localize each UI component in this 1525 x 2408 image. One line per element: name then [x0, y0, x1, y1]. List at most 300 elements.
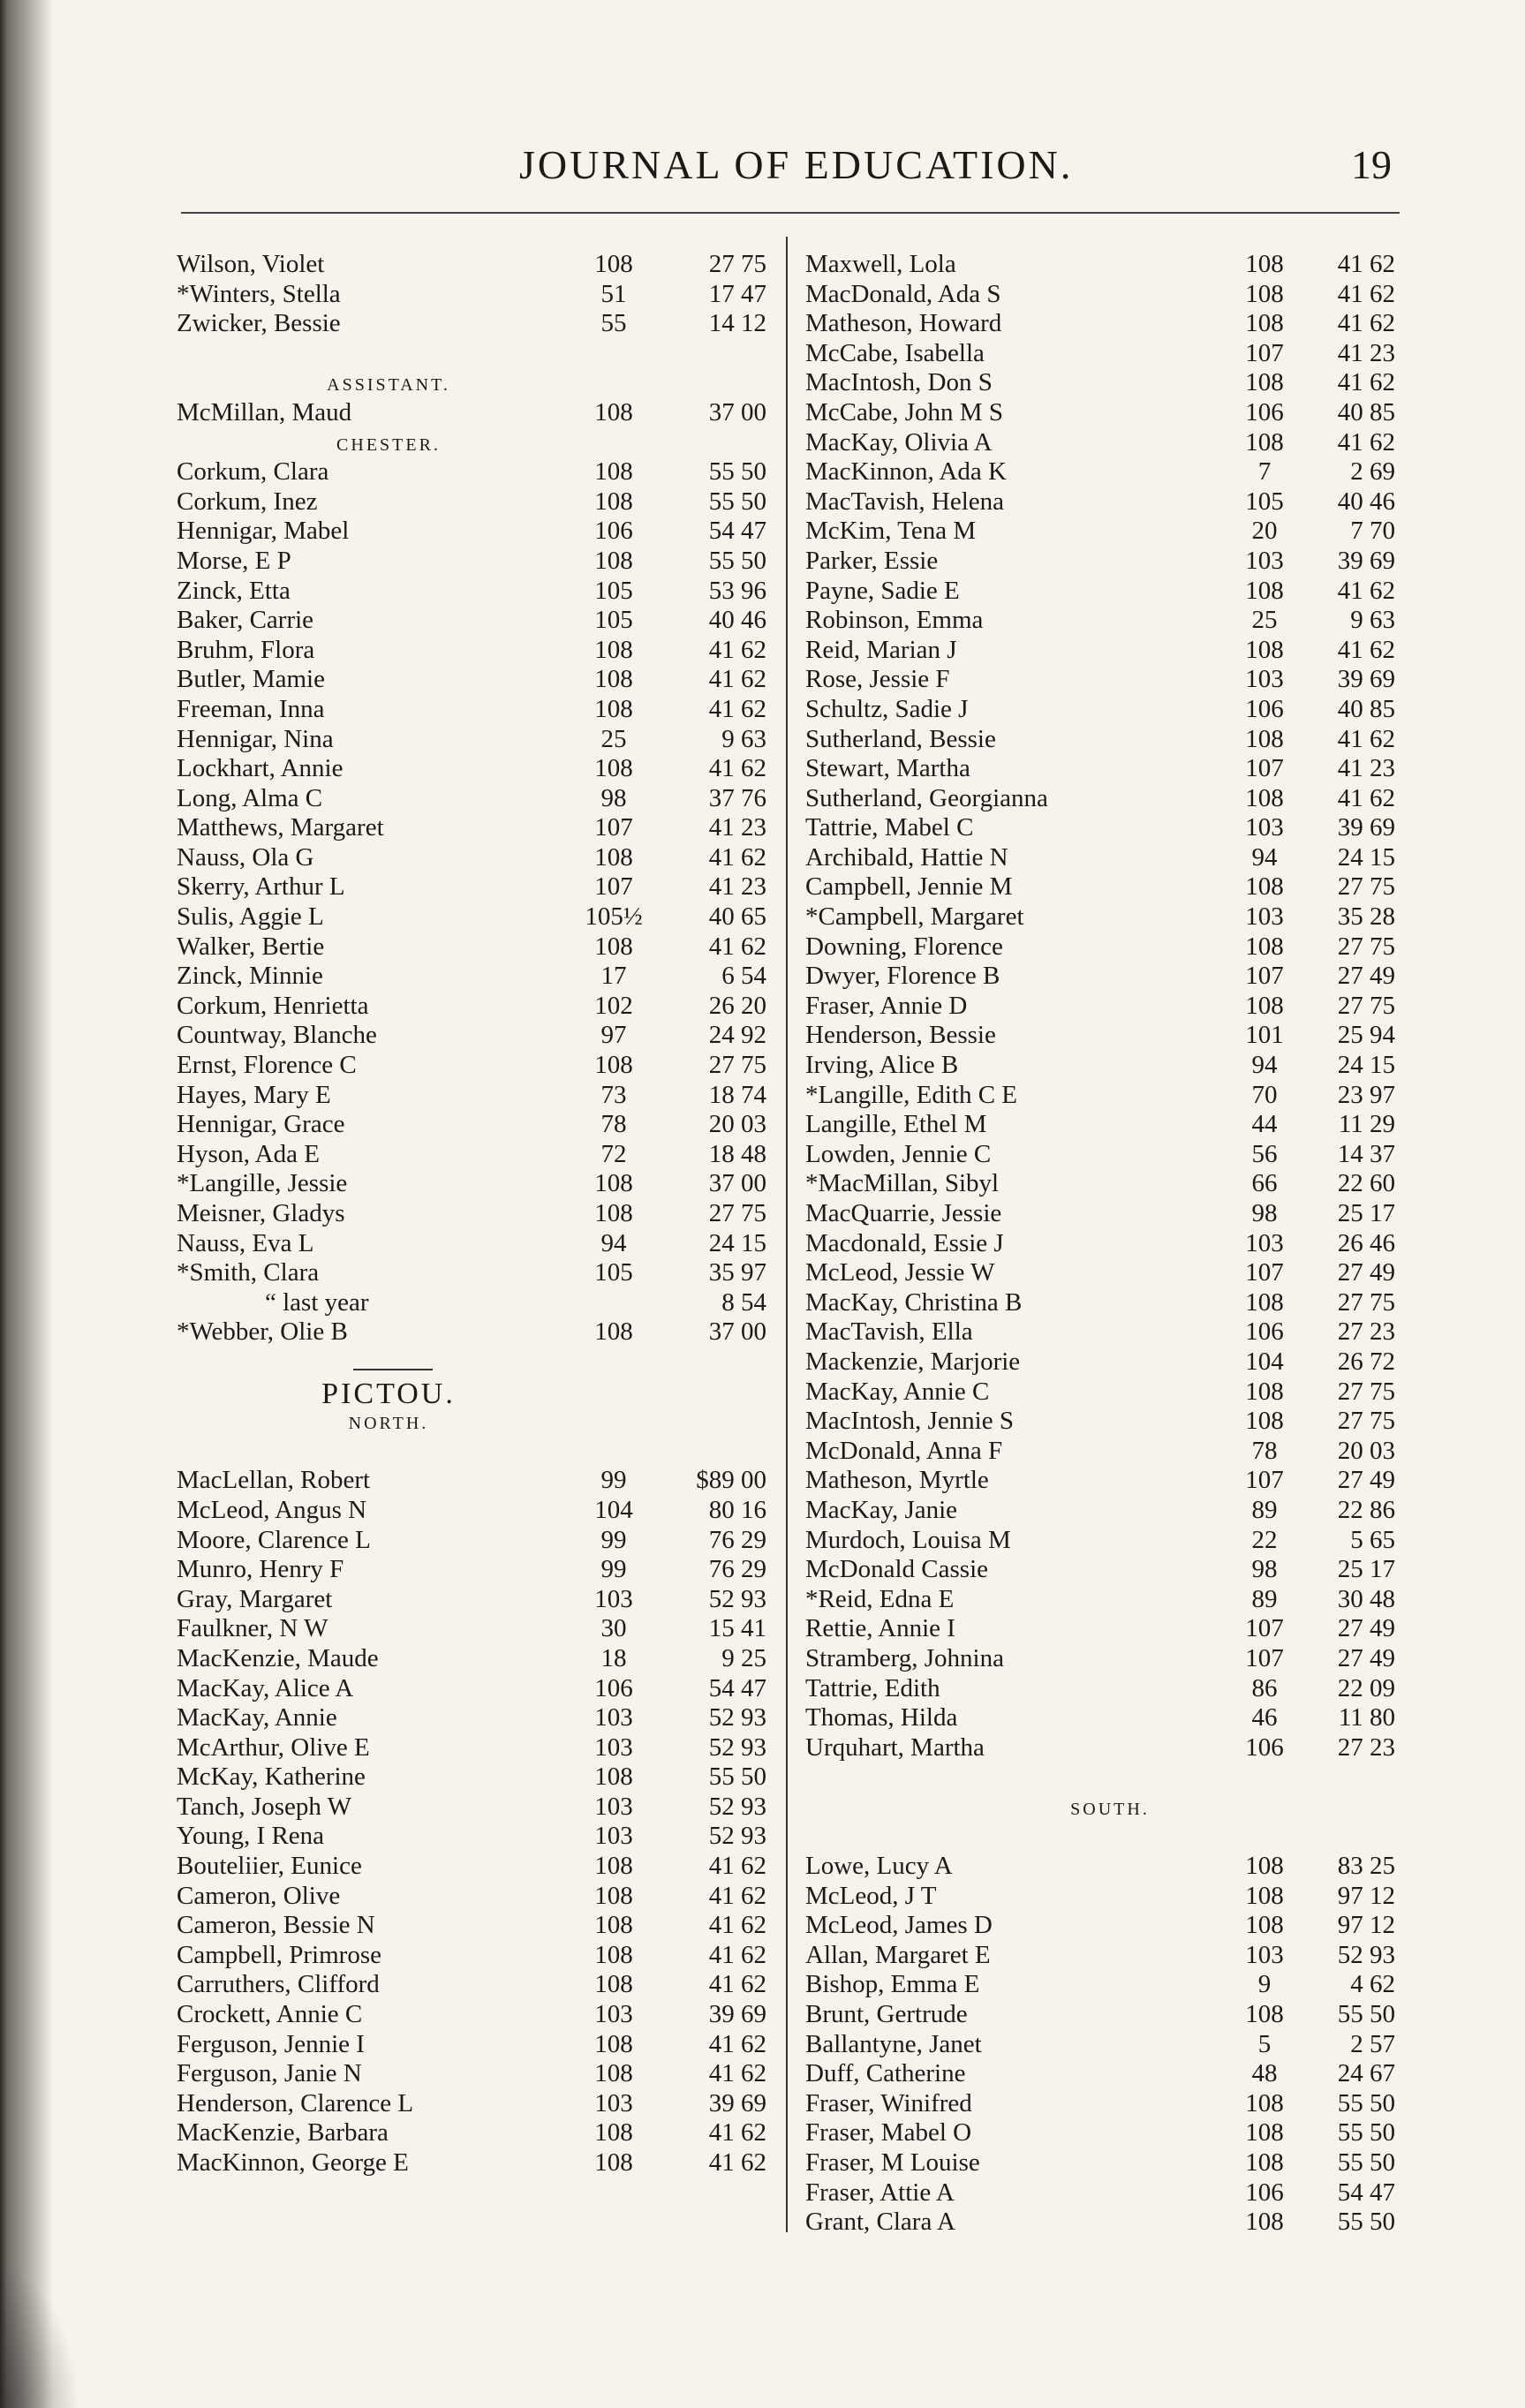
days-taught: 44	[1251, 1110, 1278, 1139]
grant-amount: 27 49	[1337, 1614, 1395, 1643]
teacher-name: MacKay, Christina B	[805, 1287, 1023, 1317]
teacher-name: McLeod, J T	[805, 1881, 937, 1910]
teacher-name: Fraser, Attie A	[805, 2178, 955, 2207]
grant-amount: 39 69	[1337, 665, 1395, 694]
grant-amount: 20 03	[708, 1110, 766, 1139]
list-item	[805, 1614, 1415, 1644]
grant-amount: 39 69	[1337, 546, 1395, 575]
days-taught: 18	[600, 1643, 627, 1672]
grant-amount: 39 69	[708, 2088, 766, 2117]
list-item	[177, 1763, 777, 1793]
teacher-name: Munro, Henry F	[177, 1555, 344, 1584]
list-item	[177, 1169, 777, 1199]
teacher-name: Nauss, Eva L	[177, 1228, 314, 1257]
list-item	[177, 2000, 777, 2030]
grant-amount: 5 65	[1350, 1525, 1395, 1554]
list-item	[177, 1466, 777, 1496]
spacer	[805, 1763, 1415, 1793]
teacher-name: Fraser, Mabel O	[805, 2118, 972, 2148]
days-taught: 9	[1257, 1970, 1272, 1999]
teacher-name: MacQuarrie, Jessie	[805, 1199, 1002, 1227]
days-taught: 17	[600, 962, 627, 991]
list-item	[805, 428, 1415, 458]
teacher-name: Hayes, Mary E	[177, 1080, 331, 1109]
county-heading	[177, 1378, 777, 1408]
days-taught: 108	[1245, 783, 1284, 812]
list-item	[805, 813, 1415, 843]
list-item	[805, 1378, 1415, 1408]
days-taught: 108	[594, 665, 633, 694]
days-taught: 108	[1245, 279, 1284, 308]
teacher-name: Murdoch, Louisa M	[805, 1525, 1011, 1554]
grant-amount: 41 23	[708, 813, 766, 842]
list-item	[177, 813, 777, 843]
days-taught: 105	[594, 1258, 633, 1287]
list-item	[805, 843, 1415, 873]
teacher-name: MacLellan, Robert	[177, 1466, 371, 1495]
list-item	[805, 2059, 1415, 2089]
days-taught: 22	[1251, 1525, 1278, 1554]
days-taught: 106	[1245, 1317, 1284, 1347]
list-item	[177, 725, 777, 755]
teacher-name: Bruhm, Flora	[177, 635, 315, 664]
days-taught: 103	[594, 1732, 633, 1762]
grant-amount: 80 16	[708, 1495, 766, 1524]
teacher-name: Sutherland, Bessie	[805, 724, 996, 753]
list-item	[177, 1051, 777, 1081]
teacher-name: Ferguson, Janie N	[177, 2059, 362, 2088]
list-item	[805, 1081, 1415, 1111]
list-item	[805, 250, 1415, 280]
days-taught: 86	[1251, 1673, 1278, 1702]
scan-edge-shadow	[0, 0, 53, 2408]
days-taught: 25	[600, 724, 627, 753]
days-taught: 108	[1245, 2118, 1284, 2148]
list-item	[177, 1258, 777, 1288]
days-taught: 89	[1251, 1584, 1278, 1613]
list-item	[805, 1110, 1415, 1140]
grant-amount: 37 00	[708, 1317, 766, 1347]
spacer	[177, 1437, 777, 1467]
days-taught: 108	[594, 1199, 633, 1227]
days-taught: 99	[600, 1525, 627, 1554]
spacer	[805, 1822, 1415, 1852]
days-taught: 108	[1245, 250, 1284, 278]
grant-amount: 24 15	[1337, 842, 1395, 872]
teacher-name: Bishop, Emma E	[805, 1970, 980, 1999]
list-item	[805, 2178, 1415, 2208]
teacher-name: Matheson, Howard	[805, 309, 1002, 338]
grant-amount: 27 75	[1337, 1287, 1395, 1317]
list-item	[177, 487, 777, 517]
days-taught: 108	[1245, 724, 1284, 753]
days-taught: 72	[600, 1139, 627, 1168]
list-item	[177, 843, 777, 873]
teacher-name: Lowden, Jennie C	[805, 1139, 992, 1168]
list-item	[177, 1585, 777, 1615]
days-taught: 107	[1245, 1643, 1284, 1672]
list-item	[805, 1288, 1415, 1318]
days-taught: 108	[594, 1940, 633, 1969]
list-item	[177, 2118, 777, 2148]
days-taught: 108	[594, 2118, 633, 2148]
grant-amount: 55 50	[708, 1763, 766, 1792]
days-taught: 103	[594, 2088, 633, 2117]
list-item	[177, 1703, 777, 1733]
teacher-name: Wilson, Violet	[177, 250, 325, 278]
list-item	[805, 577, 1415, 607]
teacher-name: “ last year	[265, 1287, 369, 1317]
grant-amount: 52 93	[708, 1822, 766, 1851]
grant-amount: 41 62	[1337, 309, 1395, 338]
grant-amount: $89 00	[696, 1466, 766, 1495]
days-taught: 103	[594, 1792, 633, 1821]
list-item	[177, 665, 777, 695]
teacher-name: Corkum, Clara	[177, 457, 329, 487]
list-item	[177, 1496, 777, 1526]
days-taught: 105½	[585, 902, 643, 932]
teacher-name: Ferguson, Jennie I	[177, 2029, 365, 2058]
teacher-name: Matthews, Margaret	[177, 813, 384, 842]
days-taught: 7	[1257, 457, 1272, 487]
list-item	[805, 1021, 1415, 1051]
spacer	[177, 339, 777, 369]
teacher-name: Butler, Mamie	[177, 665, 325, 694]
days-taught: 89	[1251, 1495, 1278, 1524]
list-item	[177, 1644, 777, 1674]
grant-amount: 35 28	[1337, 902, 1395, 932]
teacher-name: Payne, Sadie E	[805, 576, 960, 605]
list-item	[805, 547, 1415, 577]
teacher-name: McLeod, James D	[805, 1911, 993, 1940]
teacher-name: MacKay, Alice A	[177, 1673, 354, 1702]
days-taught: 108	[1245, 1881, 1284, 1910]
days-taught: 107	[594, 872, 633, 902]
teacher-name: Carruthers, Clifford	[177, 1970, 380, 1999]
grant-amount: 24 15	[1337, 1051, 1395, 1080]
list-item	[805, 2030, 1415, 2060]
grant-amount: 41 62	[1337, 576, 1395, 605]
grant-amount: 27 23	[1337, 1732, 1395, 1762]
days-taught: 108	[594, 1169, 633, 1198]
teacher-name: *Langille, Jessie	[177, 1169, 348, 1198]
list-item	[177, 1614, 777, 1644]
teacher-name: MacTavish, Helena	[805, 487, 1005, 516]
days-taught: 51	[600, 279, 627, 308]
days-taught: 108	[1245, 1911, 1284, 1940]
list-item	[177, 872, 777, 902]
days-taught: 103	[594, 1703, 633, 1732]
days-taught: 105	[594, 576, 633, 605]
list-item	[177, 1317, 777, 1347]
teacher-name: Parker, Essie	[805, 546, 939, 575]
teacher-name: McDonald Cassie	[805, 1555, 988, 1584]
list-item	[177, 1110, 777, 1140]
list-item	[177, 547, 777, 577]
list-item	[177, 577, 777, 607]
list-item	[805, 517, 1415, 547]
list-item	[177, 606, 777, 636]
grant-amount: 2 57	[1350, 2029, 1395, 2058]
grant-amount: 97 12	[1337, 1911, 1395, 1940]
days-taught: 108	[594, 2148, 633, 2177]
list-item	[805, 992, 1415, 1022]
days-taught: 56	[1251, 1139, 1278, 1168]
list-item	[805, 962, 1415, 992]
grant-amount: 9 25	[721, 1643, 766, 1672]
teacher-name: Nauss, Ola G	[177, 842, 314, 872]
days-taught: 103	[594, 2000, 633, 2029]
list-item	[805, 280, 1415, 310]
grant-amount: 41 62	[708, 635, 766, 664]
teacher-name: Stewart, Martha	[805, 754, 970, 783]
teacher-name: Campbell, Primrose	[177, 1940, 381, 1969]
teacher-name: Schultz, Sadie J	[805, 694, 969, 723]
grant-amount: 55 50	[1337, 2088, 1395, 2117]
list-item	[805, 725, 1415, 755]
list-item	[177, 902, 777, 932]
grant-amount: 14 12	[708, 309, 766, 338]
list-item	[805, 1941, 1415, 1971]
list-item	[805, 368, 1415, 398]
teacher-name: Lowe, Lucy A	[805, 1852, 953, 1881]
grant-amount: 52 93	[708, 1584, 766, 1613]
grant-amount: 55 50	[1337, 2000, 1395, 2029]
days-taught: 108	[1245, 2088, 1284, 2117]
grant-amount: 41 23	[1337, 338, 1395, 367]
grant-amount: 9 63	[1350, 606, 1395, 635]
grant-amount: 41 62	[708, 2059, 766, 2088]
teacher-name: Faulkner, N W	[177, 1614, 328, 1643]
teacher-name: McDonald, Anna F	[805, 1436, 1003, 1465]
days-taught: 108	[1245, 872, 1284, 902]
grant-amount: 83 25	[1337, 1852, 1395, 1881]
days-taught: 107	[1245, 962, 1284, 991]
days-taught: 101	[1245, 1021, 1284, 1050]
teacher-name: Irving, Alice B	[805, 1051, 959, 1080]
days-taught: 108	[594, 1881, 633, 1910]
days-taught: 97	[600, 1021, 627, 1050]
teacher-name: Tattrie, Edith	[805, 1673, 940, 1702]
days-taught: 103	[1245, 902, 1284, 932]
grant-amount: 37 76	[708, 783, 766, 812]
teacher-name: Fraser, Annie D	[805, 991, 968, 1020]
grant-amount: 27 49	[1337, 1466, 1395, 1495]
teacher-name: McCabe, Isabella	[805, 338, 985, 367]
days-taught: 30	[600, 1614, 627, 1643]
list-item	[805, 2208, 1415, 2238]
grant-amount: 25 94	[1337, 1021, 1395, 1050]
teacher-name: Matheson, Myrtle	[805, 1466, 989, 1495]
left-column	[177, 250, 777, 2178]
teacher-name: Tattrie, Mabel C	[805, 813, 974, 842]
teacher-name: McLeod, Jessie W	[805, 1258, 995, 1287]
days-taught: 104	[594, 1495, 633, 1524]
teacher-name: *Webber, Olie B	[177, 1317, 348, 1347]
teacher-name: MacIntosh, Jennie S	[805, 1407, 1014, 1436]
list-item	[805, 1199, 1415, 1229]
grant-amount: 18 48	[708, 1139, 766, 1168]
teacher-name: Corkum, Inez	[177, 487, 318, 516]
teacher-name: Robinson, Emma	[805, 606, 984, 635]
days-taught: 98	[1251, 1555, 1278, 1584]
list-item	[805, 398, 1415, 428]
days-taught: 108	[594, 842, 633, 872]
list-item	[805, 1526, 1415, 1556]
teacher-name: Zinck, Etta	[177, 576, 291, 605]
days-taught: 108	[594, 2059, 633, 2088]
grant-amount: 24 67	[1337, 2059, 1395, 2088]
teacher-name: Henderson, Bessie	[805, 1021, 996, 1050]
grant-amount: 41 62	[708, 2118, 766, 2148]
scan-corner-shadow	[0, 2267, 79, 2408]
teacher-name: Campbell, Jennie M	[805, 872, 1013, 902]
list-item	[177, 1911, 777, 1941]
list-item	[177, 784, 777, 814]
list-item	[805, 457, 1415, 487]
list-item	[177, 1941, 777, 1971]
teacher-name: Gray, Margaret	[177, 1584, 333, 1613]
days-taught: 106	[1245, 694, 1284, 723]
teacher-name: Hennigar, Mabel	[177, 517, 350, 546]
teacher-name: MacKay, Janie	[805, 1495, 958, 1524]
list-item	[805, 754, 1415, 784]
list-item	[177, 1793, 777, 1823]
days-taught: 48	[1251, 2059, 1278, 2088]
list-item	[805, 1169, 1415, 1199]
teacher-name: Langille, Ethel M	[805, 1110, 987, 1139]
days-taught: 107	[1245, 1258, 1284, 1287]
teacher-name: Sutherland, Georgianna	[805, 783, 1048, 812]
list-item	[805, 1229, 1415, 1259]
list-item	[177, 1229, 777, 1259]
grant-amount: 24 15	[708, 1228, 766, 1257]
days-taught: 46	[1251, 1703, 1278, 1732]
teacher-name: Hennigar, Grace	[177, 1110, 345, 1139]
teacher-name: Macdonald, Essie J	[805, 1228, 1004, 1257]
list-item	[805, 1970, 1415, 2000]
grant-amount: 4 62	[1350, 1970, 1395, 1999]
grant-amount: 27 75	[1337, 991, 1395, 1020]
days-taught: 104	[1245, 1347, 1284, 1376]
grant-amount: 41 62	[708, 842, 766, 872]
days-taught: 108	[594, 1970, 633, 1999]
teacher-name: Reid, Marian J	[805, 635, 957, 664]
teacher-name: Rettie, Annie I	[805, 1614, 955, 1643]
list-item	[177, 1199, 777, 1229]
teacher-name: Fraser, Winifred	[805, 2088, 972, 2117]
days-taught: 105	[594, 606, 633, 635]
list-item	[805, 1258, 1415, 1288]
teacher-name: McKay, Katherine	[177, 1763, 366, 1792]
days-taught: 108	[594, 1763, 633, 1792]
days-taught: 108	[594, 1317, 633, 1347]
grant-amount: 55 50	[1337, 2148, 1395, 2177]
grant-amount: 11 29	[1338, 1110, 1395, 1139]
grant-amount: 26 20	[708, 991, 766, 1020]
grant-amount: 41 62	[1337, 368, 1395, 397]
teacher-name: Long, Alma C	[177, 783, 323, 812]
days-taught: 108	[1245, 635, 1284, 664]
days-taught: 94	[600, 1228, 627, 1257]
list-item	[177, 2030, 777, 2060]
grant-amount: 40 46	[708, 606, 766, 635]
teacher-name: Rose, Jessie F	[805, 665, 950, 694]
grant-amount: 39 69	[708, 2000, 766, 2029]
list-item	[177, 636, 777, 666]
teacher-name: McLeod, Angus N	[177, 1495, 367, 1524]
teacher-name: Grant, Clara A	[805, 2208, 955, 2237]
grant-amount: 55 50	[708, 457, 766, 487]
list-item	[805, 1466, 1415, 1496]
days-taught: 103	[594, 1822, 633, 1851]
grant-amount: 25 17	[1337, 1199, 1395, 1227]
teacher-name: *Reid, Edna E	[805, 1584, 955, 1613]
grant-amount: 22 09	[1337, 1673, 1395, 1702]
grant-amount: 41 62	[708, 754, 766, 783]
list-item	[805, 1140, 1415, 1170]
teacher-name: Freeman, Inna	[177, 694, 325, 723]
teacher-name: Urquhart, Martha	[805, 1732, 985, 1762]
grant-amount: 11 80	[1338, 1703, 1395, 1732]
grant-amount: 41 62	[708, 1911, 766, 1940]
teacher-name: MacKay, Annie C	[805, 1377, 990, 1406]
days-taught: 78	[1251, 1436, 1278, 1465]
grant-amount: 41 62	[708, 1970, 766, 1999]
grant-amount: 41 62	[1337, 783, 1395, 812]
days-taught: 78	[600, 1110, 627, 1139]
list-item	[805, 2118, 1415, 2148]
days-taught: 108	[1245, 2148, 1284, 2177]
grant-amount: 41 62	[708, 932, 766, 961]
subsection-heading-text: ASSISTANT.	[327, 375, 450, 396]
days-taught: 108	[594, 932, 633, 961]
list-item	[805, 872, 1415, 902]
days-taught: 73	[600, 1080, 627, 1109]
list-item	[177, 2059, 777, 2089]
teacher-name: Dwyer, Florence B	[805, 962, 1000, 991]
grant-amount: 37 00	[708, 1169, 766, 1198]
divider	[353, 1369, 433, 1370]
days-taught: 99	[600, 1466, 627, 1495]
days-taught: 106	[1245, 2178, 1284, 2207]
grant-amount: 55 50	[1337, 2208, 1395, 2237]
days-taught: 108	[594, 546, 633, 575]
days-taught: 98	[600, 783, 627, 812]
list-item	[177, 1140, 777, 1170]
days-taught: 107	[1245, 1614, 1284, 1643]
grant-amount: 41 23	[708, 872, 766, 902]
teacher-name: Skerry, Arthur L	[177, 872, 345, 902]
teacher-name: Allan, Margaret E	[805, 1940, 991, 1969]
teacher-name: Archibald, Hattie N	[805, 842, 1008, 872]
days-taught: 106	[1245, 1732, 1284, 1762]
teacher-name: Meisner, Gladys	[177, 1199, 345, 1227]
list-item	[805, 487, 1415, 517]
column-divider	[786, 237, 788, 2232]
grant-amount: 41 62	[708, 665, 766, 694]
grant-amount: 27 49	[1337, 962, 1395, 991]
subsection-heading-text: CHESTER.	[336, 434, 441, 455]
days-taught: 108	[1245, 368, 1284, 397]
grant-amount: 41 23	[1337, 754, 1395, 783]
list-item	[805, 1437, 1415, 1467]
list-item	[177, 280, 777, 310]
teacher-name: MacKenzie, Maude	[177, 1643, 379, 1672]
grant-amount: 27 75	[1337, 1407, 1395, 1436]
teacher-name: Tanch, Joseph W	[177, 1792, 351, 1821]
list-item	[177, 1288, 777, 1318]
